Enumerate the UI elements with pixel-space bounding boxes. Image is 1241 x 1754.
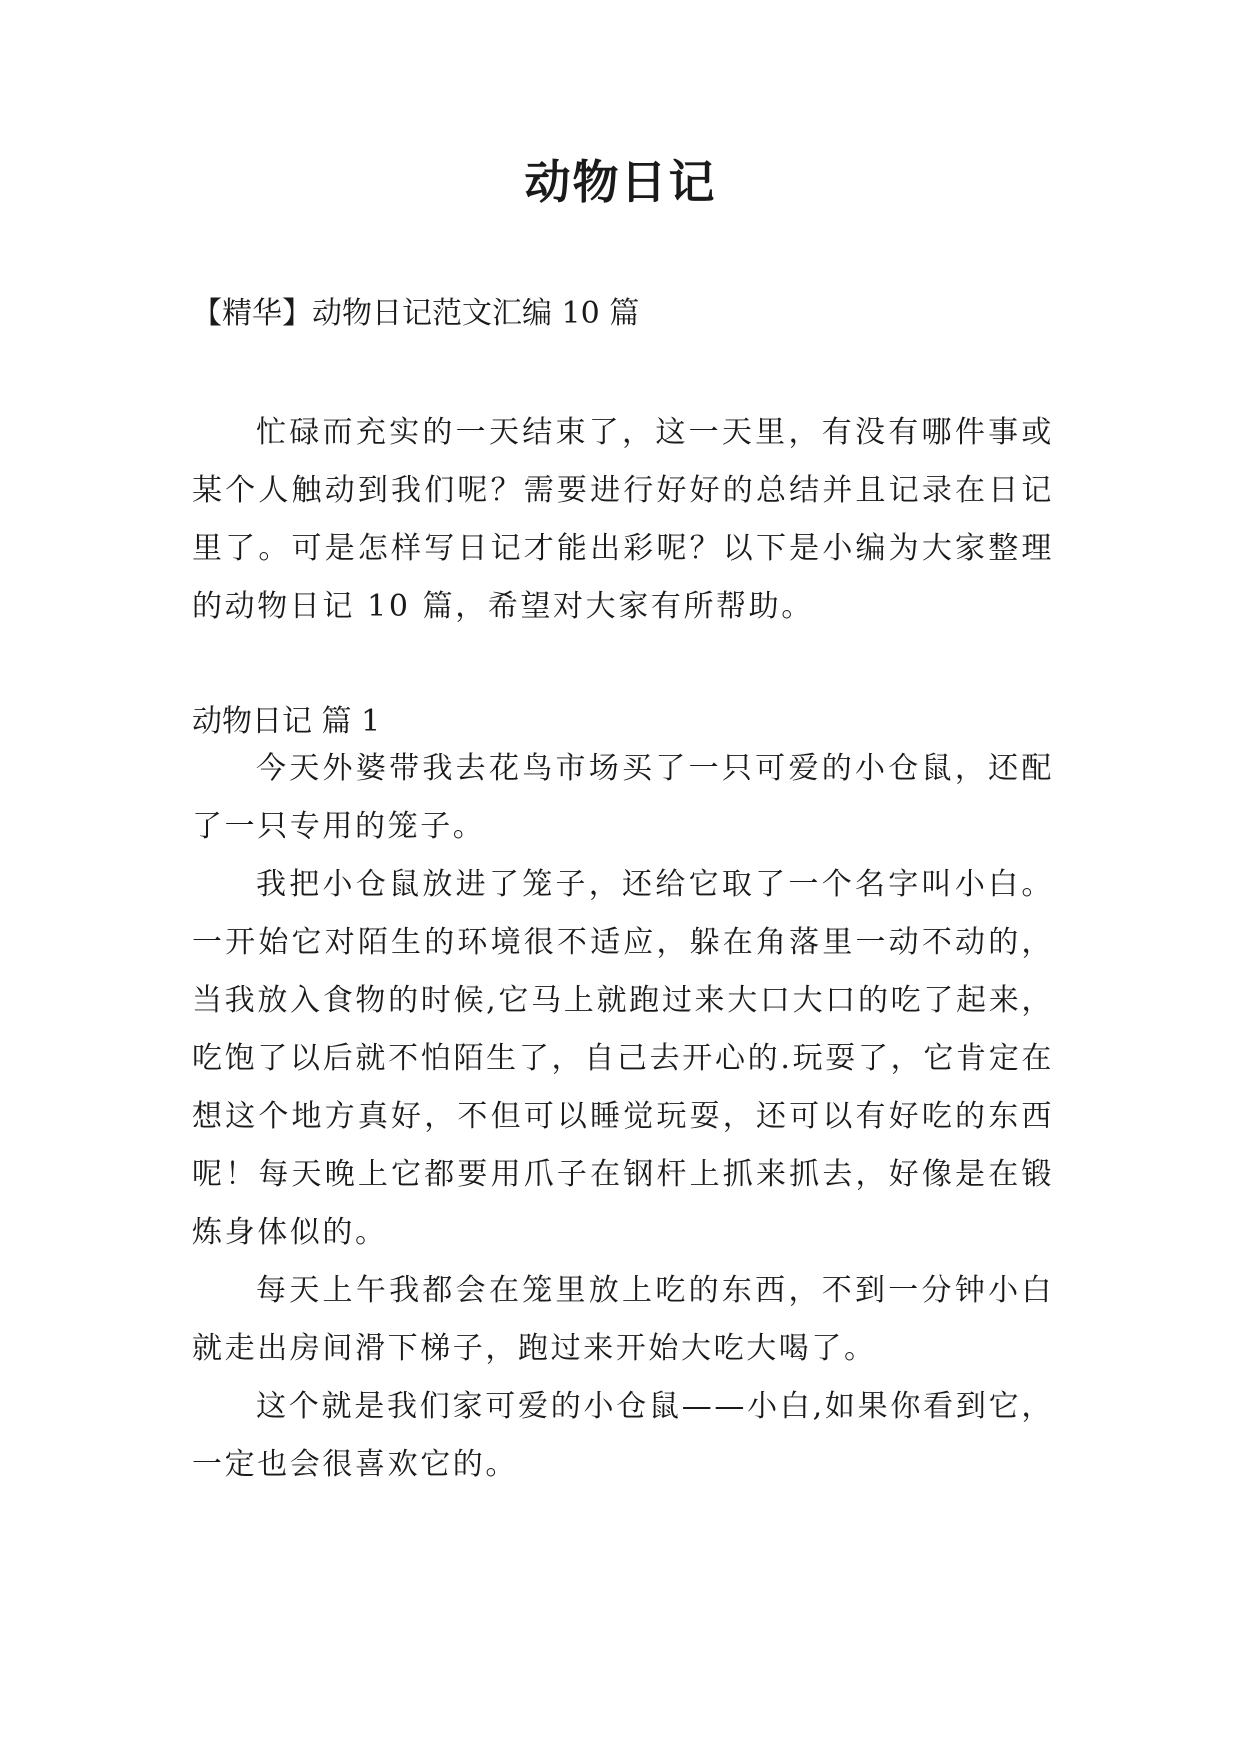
section-paragraph-1: 今天外婆带我去花鸟市场买了一只可爱的小仓鼠，还配了一只专用的笼子。 xyxy=(192,751,1054,844)
section-paragraph-3: 每天上午我都会在笼里放上吃的东西，不到一分钟小白就走出房间滑下梯子，跑过来开始大吃大喝了。 xyxy=(192,1273,1054,1366)
intro-paragraph: 忙碌而充实的一天结束了，这一天里，有没有哪件事或某个人触动到我们呢？需要进行好好的总结并且记录在日记里了。可是怎样写日记才能出彩呢？以下是小编为大家整理的动物日记 10 篇，希望对大家有所帮助。 xyxy=(192,415,1054,624)
section-body xyxy=(192,740,1054,1494)
section-heading: 动物日记 篇 1 xyxy=(192,704,381,739)
section-paragraph-4: 这个就是我们家可爱的小仓鼠——小白,如果你看到它，一定也会很喜欢它的。 xyxy=(192,1389,1054,1482)
document-subtitle: 【精华】动物日记范文汇编 10 篇 xyxy=(192,296,640,331)
document-title: 动物日记 xyxy=(524,155,717,209)
section-paragraph-2: 我把小仓鼠放进了笼子，还给它取了一个名字叫小白。一开始它对陌生的环境很不适应，躲在角落里一动不动的，当我放入食物的时候,它马上就跑过来大口大口的吃了起来，吃饱了以后就不怕陌生了，自己去开心的.玩耍了，它肯定在想这个地方真好，不但可以睡觉玩耍，还可以有好吃的东西呢！每天晚上它都要用爪子在钢杆上抓来抓去，好像是在锻炼身体似的。 xyxy=(192,867,1054,1250)
